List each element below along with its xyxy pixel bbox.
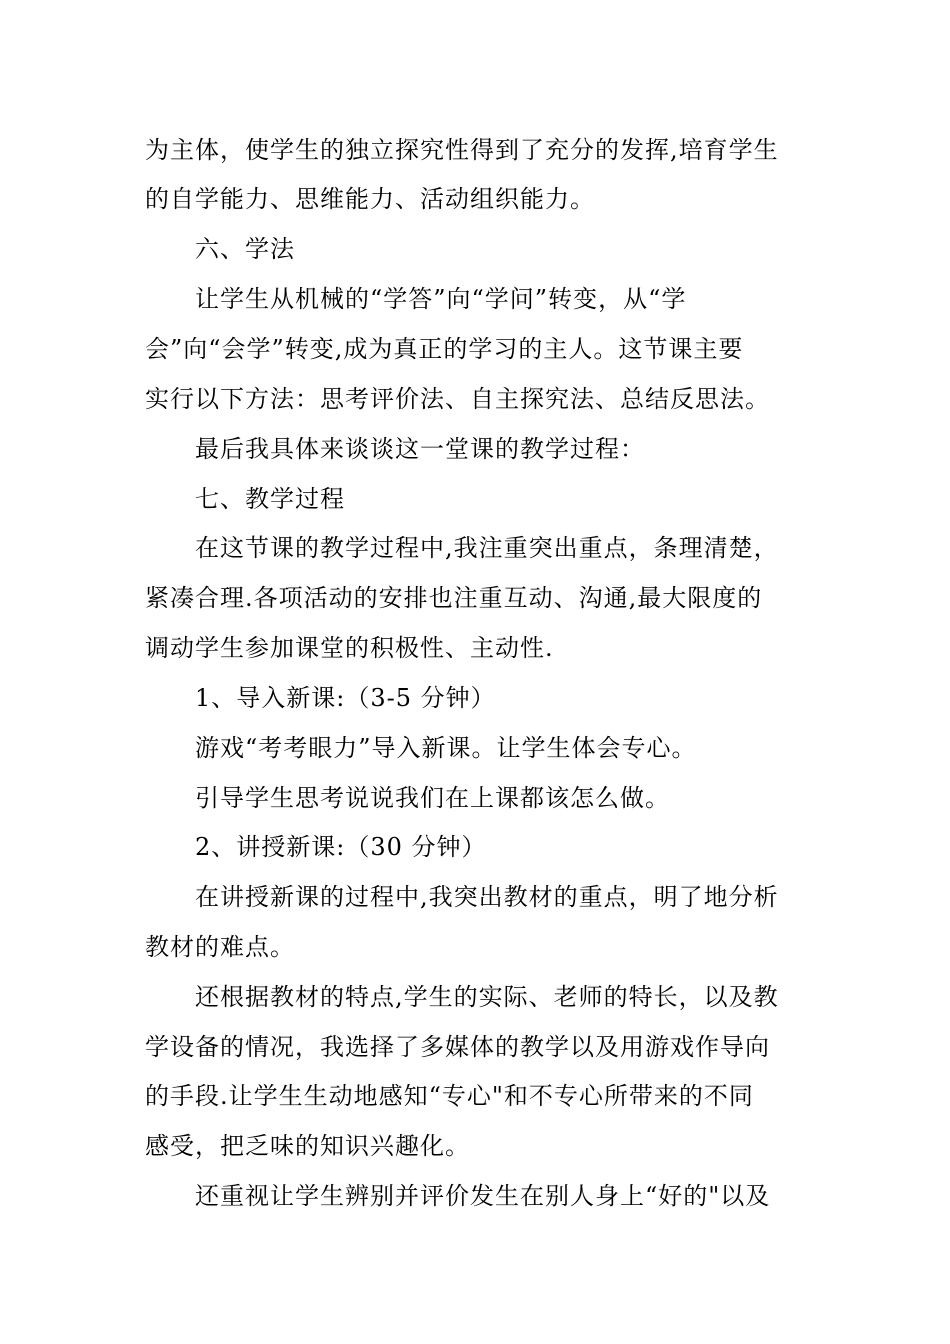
text-line: 的自学能力、思维能力、活动组织能力。 [145, 185, 595, 213]
text-line: 还重视让学生辨别并评价发生在别人身上“好的"以及 [195, 1182, 771, 1210]
text-line: 游戏“考考眼力”导入新课。让学生体会专心。 [195, 734, 697, 762]
text-line: 让学生从机械的“学答”向“学问”转变，从“学 [195, 285, 687, 313]
text-line: 教材的难点。 [145, 933, 295, 961]
text-line: 学设备的情况，我选择了多媒体的教学以及用游戏作导向 [145, 1033, 770, 1061]
section-heading: 七、教学过程 [195, 485, 345, 513]
text-line: 在讲授新课的过程中,我突出教材的重点，明了地分析 [195, 883, 779, 911]
text-line: 实行以下方法：思考评价法、自主探究法、总结反思法。 [145, 385, 770, 413]
text-line: 最后我具体来谈谈这一堂课的教学过程： [195, 435, 645, 463]
text-line: 在这节课的教学过程中,我注重突出重点，条理清楚， [195, 534, 779, 562]
text-line: 紧凑合理.各项活动的安排也注重互动、沟通,最大限度的 [145, 584, 763, 612]
text-line: 引导学生思考说说我们在上课都该怎么做。 [195, 784, 670, 812]
subsection-heading: 2、讲授新课:（30 分钟） [195, 833, 487, 861]
text-line: 为主体，使学生的独立探究性得到了充分的发挥,培育学生 [145, 136, 779, 164]
text-line: 的手段.让学生生动地感知“专心"和不专心所带来的不同 [145, 1082, 754, 1110]
subsection-heading: 1、导入新课:（3-5 分钟） [195, 684, 496, 712]
section-heading: 六、学法 [195, 235, 295, 263]
text-line: 感受，把乏味的知识兴趣化。 [145, 1132, 470, 1160]
text-line: 调动学生参加课堂的积极性、主动性. [145, 634, 554, 662]
text-line: 还根据教材的特点,学生的实际、老师的特长，以及教 [195, 983, 779, 1011]
text-line: 会”向“会学”转变,成为真正的学习的主人。这节课主要 [145, 335, 744, 363]
